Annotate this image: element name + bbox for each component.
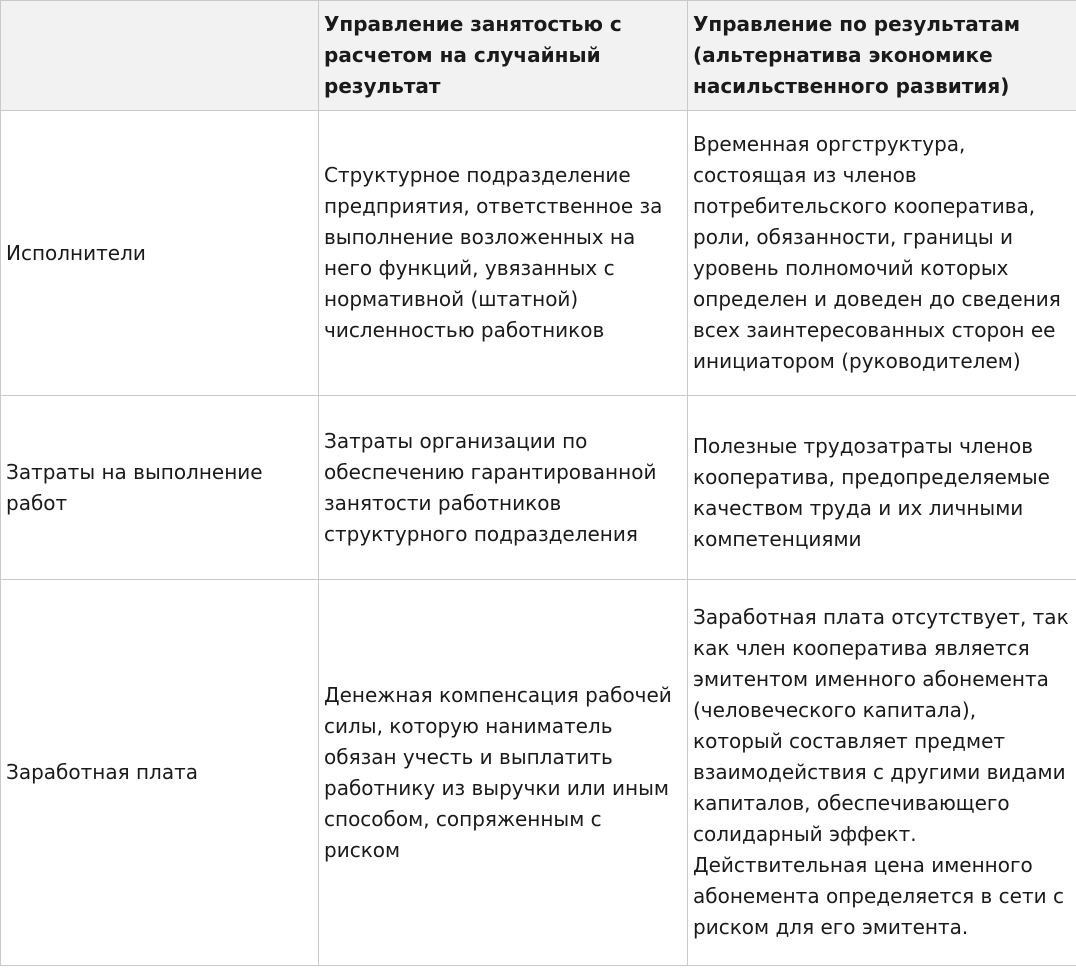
row-label-salary: Заработная плата	[1, 580, 319, 966]
cell-salary-employment: Денежная компенсация рабочей силы, которую наниматель обязан учесть и выплатить работнику из выручки или иным способом, сопряженным с риском	[319, 580, 688, 966]
header-row	[1, 1, 1076, 111]
cell-costs-employment: Затраты организации по обеспечению гарантированной занятости работников структурного подразделения	[319, 396, 688, 580]
header-employment-management: Управление занятостью с расчетом на случайный результат	[319, 1, 688, 111]
cell-executors-employment: Структурное подразделение предприятия, ответственное за выполнение возложенных на него функций, увязанных с нормативной (штатной) численностью работников	[319, 111, 688, 396]
row-label-executors: Исполнители	[1, 111, 319, 396]
table-row-executors	[1, 111, 1076, 396]
table-row-costs	[1, 396, 1076, 580]
cell-salary-results: Заработная плата отсутствует, так как член кооператива является эмитентом именного абонемента (человеческого капитала), который составляет предмет взаимодействия с другими видами капиталов, обеспечивающего солидарный эффект. Действительная цена именного абонемента определяется в сети с риском для его эмитента.	[688, 580, 1076, 966]
header-results-management: Управление по результатам (альтернатива экономике насильственного развития)	[688, 1, 1076, 111]
row-label-costs: Затраты на выполнение работ	[1, 396, 319, 580]
table-row-salary	[1, 580, 1076, 966]
header-corner-cell	[1, 1, 319, 111]
cell-costs-results: Полезные трудозатраты членов кооператива, предопределяемые качеством труда и их личными компетенциями	[688, 396, 1076, 580]
cell-executors-results: Временная оргструктура, состоящая из членов потребительского кооператива, роли, обязанности, границы и уровень полномочий которых определен и доведен до сведения всех заинтересованных сторон ее инициатором (руководителем)	[688, 111, 1076, 396]
